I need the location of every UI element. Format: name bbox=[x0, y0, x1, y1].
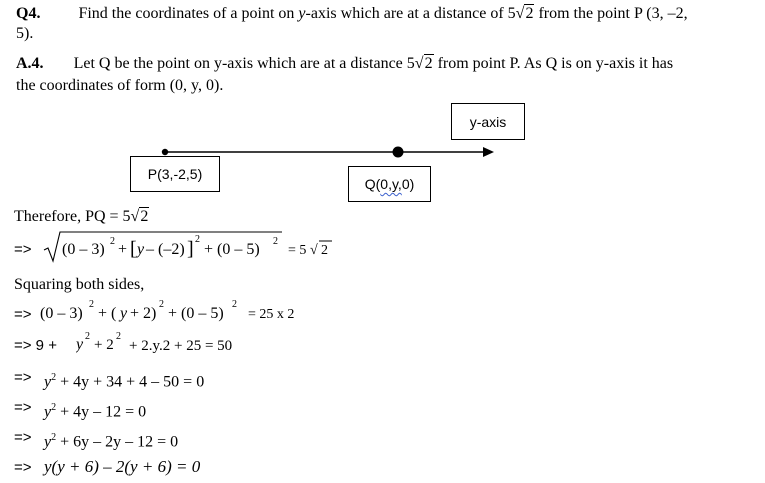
step3-y: y bbox=[76, 336, 84, 353]
step6-text: + 6y – 2y – 12 = 0 bbox=[60, 433, 179, 451]
therefore-coef: 5 bbox=[122, 208, 131, 225]
question-number: Q4. bbox=[16, 5, 41, 22]
question-text-1: Find the coordinates of a point on bbox=[78, 5, 299, 22]
answer-text-2: from point P. As Q is on y-axis it has bbox=[433, 55, 674, 72]
step7-prefix: => bbox=[14, 459, 32, 476]
step3-plus: + 2 bbox=[94, 337, 114, 353]
sqrt-symbol: √2 bbox=[515, 5, 534, 22]
step2-term1: (0 – 3) bbox=[40, 305, 83, 322]
step6-expression: $y^2 + 6y - 2y - 12 = 0$ bbox=[44, 432, 179, 451]
point-p-label: P(3,-2,5) bbox=[147, 166, 203, 182]
question-distance-rad: 2 bbox=[525, 5, 534, 22]
step3-rest: + 2.y.2 + 25 = 50 bbox=[129, 338, 233, 354]
step2-exp3: 2 bbox=[232, 299, 237, 310]
step2-term3: + 2) bbox=[130, 305, 157, 322]
step1-exp1: 2 bbox=[110, 236, 115, 247]
step2-rhs: = 25 x 2 bbox=[248, 307, 295, 322]
squaring-text: Squaring both sides, bbox=[14, 276, 145, 293]
q-label-suffix: 0) bbox=[401, 176, 415, 192]
step4-prefix: => bbox=[14, 369, 32, 386]
y-axis-label: y-axis bbox=[469, 113, 507, 130]
question-distance-coef: 5 bbox=[507, 5, 516, 22]
step1-rbracket: ] bbox=[187, 238, 194, 260]
step1-prefix: => bbox=[14, 241, 32, 258]
step1-lbracket: [ bbox=[130, 238, 137, 260]
step2-exp2: 2 bbox=[159, 299, 164, 310]
therefore-text: Therefore, PQ = bbox=[14, 208, 123, 225]
therefore-line bbox=[14, 207, 149, 227]
step3-exp1: 2 bbox=[85, 331, 90, 342]
answer-line2: the coordinates of form (0, y, 0). bbox=[16, 77, 224, 94]
step2-exp1: 2 bbox=[89, 299, 94, 310]
point-q-label bbox=[365, 176, 415, 192]
point-p-dot bbox=[162, 149, 168, 155]
step7-expression: y(y + 6) – 2(y + 6) = 0 bbox=[44, 457, 201, 476]
step1-rhs-rad: 2 bbox=[321, 243, 328, 258]
therefore-rad: 2 bbox=[140, 208, 149, 225]
step2-term2: + ( bbox=[98, 305, 117, 322]
question-text-3: from the point P (3, –2, bbox=[534, 5, 688, 22]
step2-term4: + (0 – 5) bbox=[168, 305, 224, 322]
point-q-dot bbox=[393, 147, 404, 158]
point-q-label-box bbox=[348, 166, 431, 202]
step5-text: + 4y – 12 = 0 bbox=[60, 403, 147, 421]
step4-text: + 4y + 34 + 4 – 50 = 0 bbox=[60, 373, 205, 391]
sqrt-symbol: √2 bbox=[414, 55, 433, 72]
step5-prefix: => bbox=[14, 399, 32, 416]
step1-rhs: = 5 bbox=[288, 243, 307, 258]
step2-prefix: => bbox=[14, 306, 32, 323]
y-axis-label-box bbox=[451, 103, 525, 140]
step1-term2: – (–2) bbox=[146, 241, 185, 258]
arrow-head-icon bbox=[483, 147, 494, 157]
sqrt-symbol: √2 bbox=[130, 208, 149, 225]
step1-plus1: + bbox=[118, 241, 128, 258]
question-line2: 5). bbox=[16, 25, 34, 42]
step2-y: y bbox=[120, 305, 128, 322]
step5-expression: $y^2 + 4y - 12 = 0$ bbox=[44, 402, 147, 421]
q-label-prefix: Q( bbox=[364, 176, 381, 192]
answer-label: A.4. bbox=[16, 55, 44, 72]
step1-plus2: + (0 – 5) bbox=[204, 241, 260, 258]
point-p-label-box bbox=[130, 156, 220, 192]
answer-text-1: Let Q be the point on y-axis which are at a distance bbox=[73, 55, 407, 72]
step2-expression bbox=[40, 296, 320, 326]
step1-term1: (0 – 3) bbox=[62, 241, 105, 258]
step4-expression: $y^2 + 4y + 34 + 4 - 50 = 0$ bbox=[44, 372, 205, 391]
answer-coef: 5 bbox=[406, 55, 415, 72]
step1-y: y bbox=[137, 241, 145, 258]
step1-exp3: 2 bbox=[273, 236, 278, 247]
answer-rad: 2 bbox=[424, 55, 433, 72]
question-text-y: y bbox=[298, 5, 306, 22]
step3-exp2: 2 bbox=[116, 331, 121, 342]
question-text-2: -axis which are at a distance of bbox=[305, 5, 508, 22]
step1-exp2: 2 bbox=[195, 234, 200, 245]
step1-expression bbox=[42, 228, 342, 266]
step3-prefix: => 9 + bbox=[14, 337, 57, 354]
step6-prefix: => bbox=[14, 429, 32, 446]
step1-rhs-sqrt: √ bbox=[310, 243, 318, 258]
q-label-squig: 0,y, bbox=[380, 176, 402, 192]
